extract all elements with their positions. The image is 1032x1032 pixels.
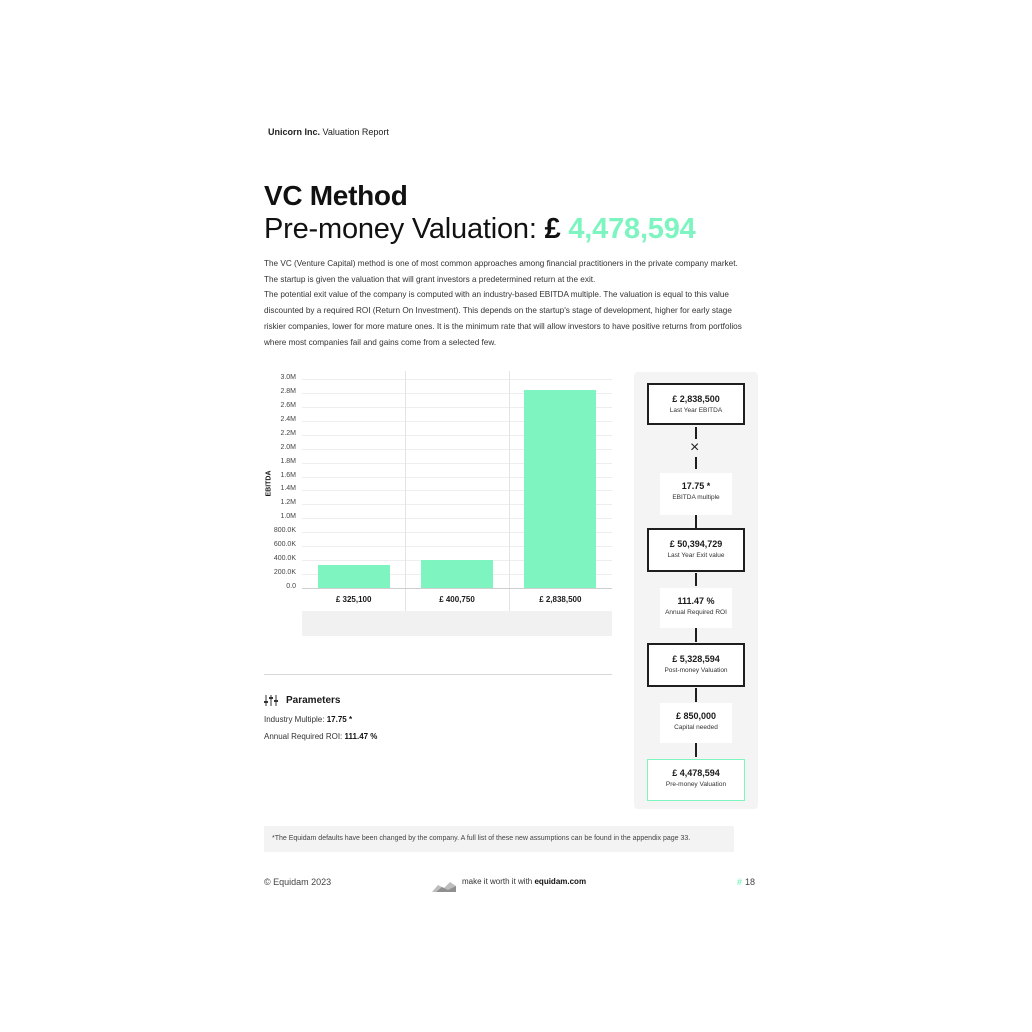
report-type: Valuation Report [322, 127, 389, 137]
flow-label: Pre-money Valuation [665, 781, 727, 788]
param-value: 111.47 % [344, 732, 378, 741]
flow-label: Last Year EBITDA [669, 407, 723, 414]
flow-box-multiple [660, 473, 732, 515]
y-tick-label: 2.2M [280, 429, 296, 437]
bar [524, 390, 596, 588]
flow-box-ebitda [647, 383, 745, 425]
divider [264, 674, 612, 675]
y-tick-label: 400.0K [273, 555, 296, 563]
flow-connector [695, 743, 697, 757]
subtitle-value: 4,478,594 [568, 213, 696, 245]
y-tick-label: 3.0M [280, 374, 296, 381]
flow-value: 111.47 % [677, 596, 715, 606]
flow-value: £ 850,000 [675, 711, 717, 721]
bar [318, 565, 390, 588]
intro-text [264, 256, 748, 350]
flow-connector [695, 573, 697, 586]
multiply-icon: × [690, 439, 700, 456]
bar-value-label: £ 400,750 [439, 595, 475, 604]
y-axis-label: EBITDA [265, 470, 273, 497]
sliders-icon [264, 695, 278, 709]
flow-label: Annual Required ROI [665, 609, 727, 616]
y-tick-label: 1.6M [280, 471, 296, 479]
y-tick-label: 1.0M [280, 513, 296, 521]
bar [421, 560, 493, 588]
y-tick-label: 2.6M [280, 401, 296, 409]
footnote: *The Equidam defaults have been changed by the company. A full list of these new assumptions can be found in the appendix page 33. [264, 826, 734, 852]
report-header [268, 127, 389, 137]
flow-value: 17.75 * [681, 481, 711, 491]
y-tick-label: 2.8M [280, 387, 296, 395]
page-number [737, 877, 755, 887]
y-tick-label: 2.0M [280, 443, 296, 451]
intro-paragraph: The potential exit value of the company is computed with an industry-based EBITDA multiple. The valuation is equal to this value discounted by a required ROI (Return On Investment). This depends on the startup's stage of development, higher for early stage riskier companies, lower for more mature ones. It is the minimum rate that will allow investors to have positive returns from portfolios where most companies fail and gains come from a selected few. [264, 290, 742, 347]
y-tick-label: 1.2M [280, 499, 296, 507]
param-industry-multiple [264, 715, 352, 724]
flow-box-exit-value [647, 528, 745, 572]
flow-label: Post-money Valuation [664, 667, 728, 674]
gridline [302, 379, 612, 380]
flow-connector [695, 427, 697, 439]
parameters-title: Parameters [286, 695, 341, 706]
x-axis-line [302, 588, 612, 589]
flow-value: £ 4,478,594 [672, 768, 720, 778]
flow-connector [695, 457, 697, 469]
flow-connector [695, 628, 697, 642]
subtitle-prefix: Pre-money Valuation: [264, 213, 537, 245]
flow-label: Last Year Exit value [667, 552, 725, 559]
param-value: 17.75 * [326, 715, 353, 724]
page-hash: # [737, 877, 743, 887]
flow-box-capital [660, 703, 732, 743]
flow-value: £ 50,394,729 [669, 539, 723, 549]
param-label: Annual Required ROI: [264, 732, 343, 741]
tagline-link[interactable]: equidam.com [534, 877, 587, 886]
page-subtitle [264, 213, 696, 246]
flow-connector [695, 688, 697, 702]
flow-value: £ 5,328,594 [672, 654, 720, 664]
copyright: © Equidam 2023 [264, 877, 332, 887]
y-tick-label: 0.0 [286, 583, 296, 590]
flow-connector [695, 515, 697, 528]
flow-box-pre-money [647, 759, 745, 801]
equidam-logo-icon [432, 879, 456, 889]
y-tick-label: 1.8M [280, 457, 296, 465]
bar-value-label: £ 325,100 [335, 595, 372, 604]
param-annual-roi [264, 732, 377, 741]
y-tick-label: 600.0K [273, 541, 296, 549]
subtitle-currency: £ [544, 213, 561, 245]
y-tick-label: 2.4M [280, 415, 296, 423]
y-tick-label: 200.0K [273, 569, 296, 577]
flow-box-roi [660, 588, 732, 628]
param-label: Industry Multiple: [264, 715, 325, 724]
tagline-text: make it worth it with [462, 877, 533, 886]
category-band [302, 611, 612, 636]
flow-value: £ 2,838,500 [672, 394, 720, 404]
chart-plot-area [250, 370, 620, 640]
company-name: Unicorn Inc. [268, 127, 321, 137]
y-tick-label: 1.4M [280, 485, 296, 493]
page-title: VC Method [264, 180, 408, 211]
flow-label: EBITDA multiple [672, 494, 720, 501]
intro-paragraph: The VC (Venture Capital) method is one of most common approaches among financial practitioners in the private company market. The startup is given the valuation that will grant investors a predetermined return at the exit. [264, 259, 738, 284]
bar-chart [250, 370, 620, 640]
bar-value-label: £ 2,838,500 [539, 595, 582, 604]
footer-tagline [462, 877, 586, 886]
flow-box-post-money [647, 643, 745, 687]
page-number-value: 18 [745, 877, 756, 887]
y-tick-label: 800.0K [273, 527, 296, 535]
flow-label: Capital needed [674, 724, 718, 731]
